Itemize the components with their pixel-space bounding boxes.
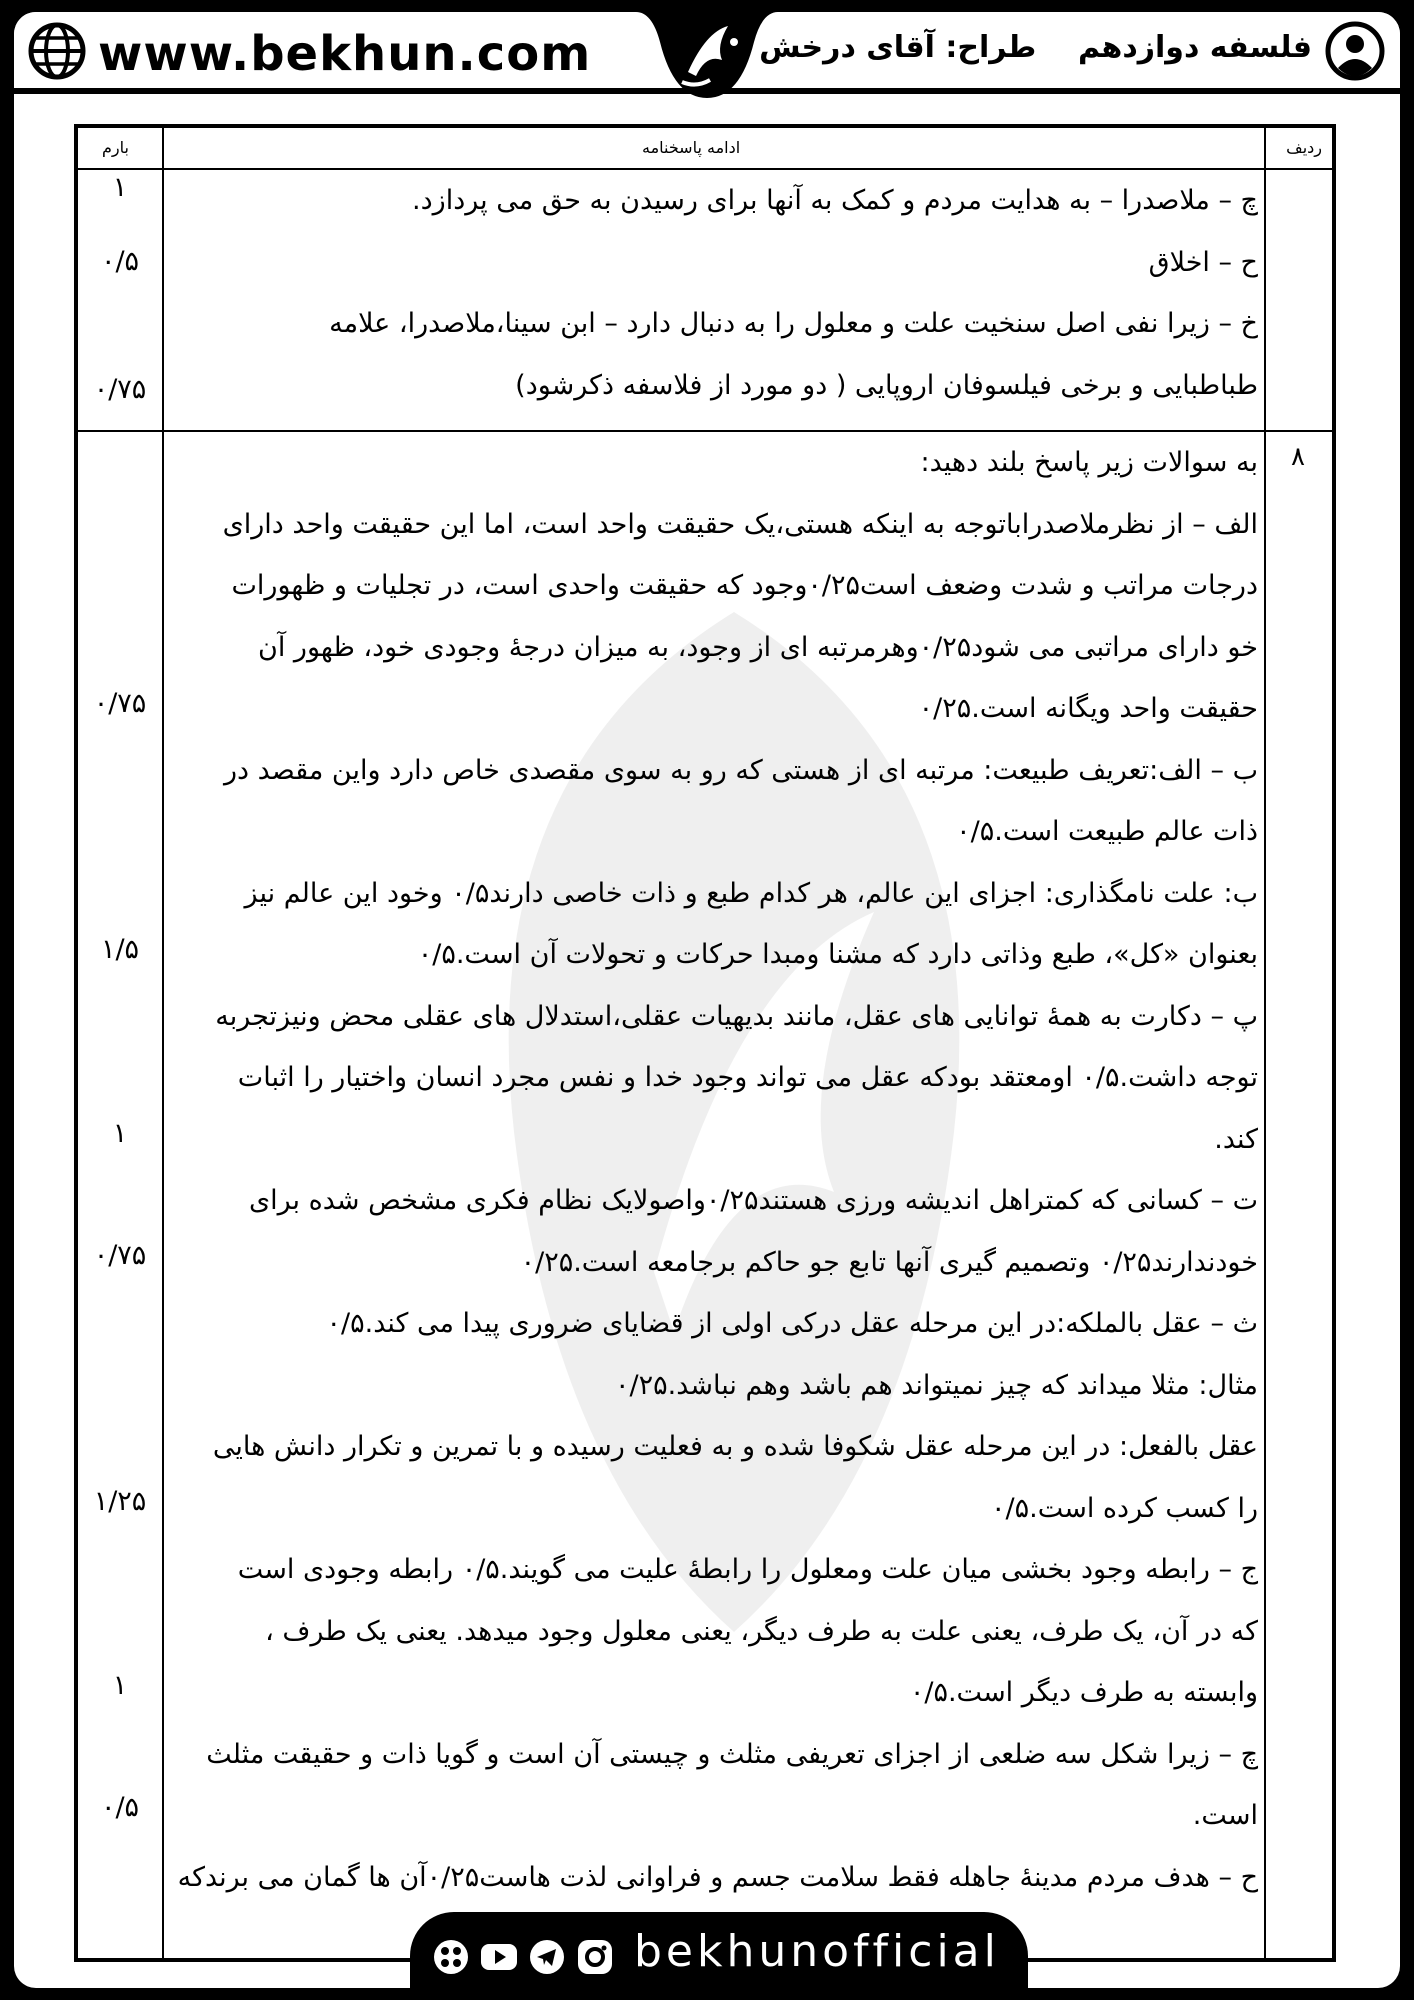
- header-title: [759, 30, 1312, 65]
- subject-label: فلسفه دوازدهم: [1078, 30, 1312, 65]
- answer-line: ج – رابطه وجود بخشی میان علت ومعلول را رابطهٔ علیت می گویند.۰/۵ رابطه وجودی است: [237, 1554, 1258, 1585]
- instagram-icon[interactable]: [576, 1938, 614, 1976]
- answer-line: ث – عقل بالملکه:در این مرحله عقل درکی اولی از قضایای ضروری پیدا می کند.۰/۵: [326, 1308, 1258, 1339]
- telegram-icon[interactable]: [528, 1938, 566, 1976]
- section-8-answers: [158, 432, 1258, 1908]
- answer-line: که در آن، یک طرف، یعنی علت به طرف دیگر، یعنی معلول وجود میدهد. یعنی یک طرف ،: [265, 1615, 1258, 1647]
- header-divider: [14, 88, 1400, 94]
- score-value: ۰/۵: [100, 1792, 140, 1823]
- score-value: ۰/۷۵: [93, 374, 147, 405]
- answer-line: چ – ملاصدرا – به هدایت مردم و کمک به آنها برای رسیدن به حق می پردازد.: [412, 185, 1258, 216]
- answer-table: [74, 124, 1336, 1962]
- page: [14, 12, 1400, 1988]
- answer-line: ذات عالم طبیعت است.۰/۵: [956, 816, 1258, 847]
- footer-bar: [410, 1912, 1028, 1988]
- globe-icon: [28, 22, 86, 80]
- answer-line: ب – الف:تعریف طبیعت: مرتبه ای از هستی که رو به سوی مقصدی خاص دارد واین مقصد در: [223, 754, 1258, 786]
- answer-line: بعنوان «کل»، طبع وذاتی دارد که مشنا ومبدا حرکات و تحولات آن است.۰/۵: [417, 939, 1258, 970]
- column-divider: [1264, 128, 1266, 1958]
- answer-line: کند.: [1214, 1123, 1258, 1155]
- answer-line: توجه داشت.۰/۵ اومعتقد بودکه عقل می تواند وجود خدا و نفس مجرد انسان واختیار را اثبات: [237, 1062, 1258, 1093]
- score-value: ۱: [112, 1670, 128, 1701]
- answer-line: خو دارای مراتبی می شود۰/۲۵وهرمرتبه ای از وجود، به میزان درجهٔ وجودی خود، ظهور آن: [258, 631, 1258, 663]
- answer-line: ح – اخلاق: [1148, 246, 1258, 278]
- answer-line: پ – دکارت به همهٔ توانایی های عقل، مانند بدیهیات عقلی،استدلال های عقلی محض ونیزتجربه: [215, 1000, 1258, 1032]
- answer-line: خودندارند۰/۲۵ وتصمیم گیری آنها تابع جو حاکم برجامعه است.۰/۲۵: [520, 1246, 1258, 1278]
- row-number: ۸: [1291, 442, 1305, 472]
- user-icon: [1324, 20, 1386, 82]
- score-value: ۱: [112, 1118, 128, 1149]
- social-handle[interactable]: bekhunofficial: [634, 1926, 1000, 1977]
- answer-line: خ – زیرا نفی اصل سنخیت علت و معلول را به دنبال دارد – ابن سینا،ملاصدرا، علامه: [329, 308, 1258, 339]
- answer-line: ح – هدف مردم مدینهٔ جاهله فقط سلامت جسم و فراوانی لذت هاست۰/۲۵آن ها گمان می برندکه: [177, 1861, 1258, 1893]
- answer-line: الف – از نظرملاصدراباتوجه به اینکه هستی،یک حقیقت واحد است، اما این حقیقت واحد دارای: [222, 508, 1258, 540]
- column-header-row: ردیف: [1286, 138, 1322, 157]
- column-header-score: بارم: [102, 138, 129, 157]
- youtube-icon[interactable]: [480, 1938, 518, 1976]
- answer-line: را کسب کرده است.۰/۵: [991, 1492, 1258, 1524]
- section-7-answers: [170, 170, 1258, 416]
- aparat-icon[interactable]: [432, 1938, 470, 1976]
- column-header-answer: ادامه پاسخنامه: [642, 138, 741, 157]
- answer-line: به سوالات زیر پاسخ بلند دهید:: [920, 447, 1258, 478]
- score-value: ۱/۵: [100, 934, 140, 965]
- answer-line: مثال: مثلا میداند که چیز نمیتواند هم باشد وهم نباشد.۰/۲۵: [615, 1369, 1258, 1401]
- answer-line: درجات مراتب و شدت وضعف است۰/۲۵وجود که حقیقت واحدی است، در تجلیات و ظهورات: [231, 570, 1258, 601]
- designer-label: طراح: آقای درخش: [759, 30, 1037, 65]
- answer-line: عقل بالفعل: در این مرحله عقل شکوفا شده و به فعلیت رسیده و با تمرین و تکرار دانش هایی: [212, 1431, 1258, 1462]
- answer-line: چ – زیرا شکل سه ضلعی از اجزای تعریفی مثلث و چیستی آن است و گویا ذات و حقیقت مثلث: [206, 1738, 1258, 1770]
- score-value: ۱/۲۵: [93, 1486, 147, 1517]
- answer-line: وابسته به طرف دیگر است.۰/۵: [909, 1677, 1258, 1708]
- answer-line: است.: [1192, 1800, 1258, 1831]
- answer-line: حقیقت واحد ویگانه است.۰/۲۵: [918, 693, 1258, 724]
- answer-line: طباطبایی و برخی فیلسوفان اروپایی ( دو مورد از فلاسفه ذکرشود): [515, 369, 1258, 401]
- score-value: ۰/۷۵: [93, 688, 147, 719]
- bekhun-logo: [636, 12, 778, 98]
- score-value: ۰/۵: [100, 246, 140, 277]
- answer-line: ت – کسانی که کمتراهل اندیشه ورزی هستند۰/۲۵واصولایک نظام فکری مشخص شده برای: [248, 1185, 1258, 1216]
- score-value: ۰/۷۵: [93, 1240, 147, 1271]
- answer-line: ب: علت نامگذاری: اجزای این عالم، هر کدام طبع و ذات خاصی دارند۰/۵ وخود این عالم نیز: [244, 877, 1258, 909]
- score-value: ۱: [112, 172, 128, 203]
- site-url[interactable]: www.bekhun.com: [98, 26, 592, 82]
- header: [14, 12, 1400, 88]
